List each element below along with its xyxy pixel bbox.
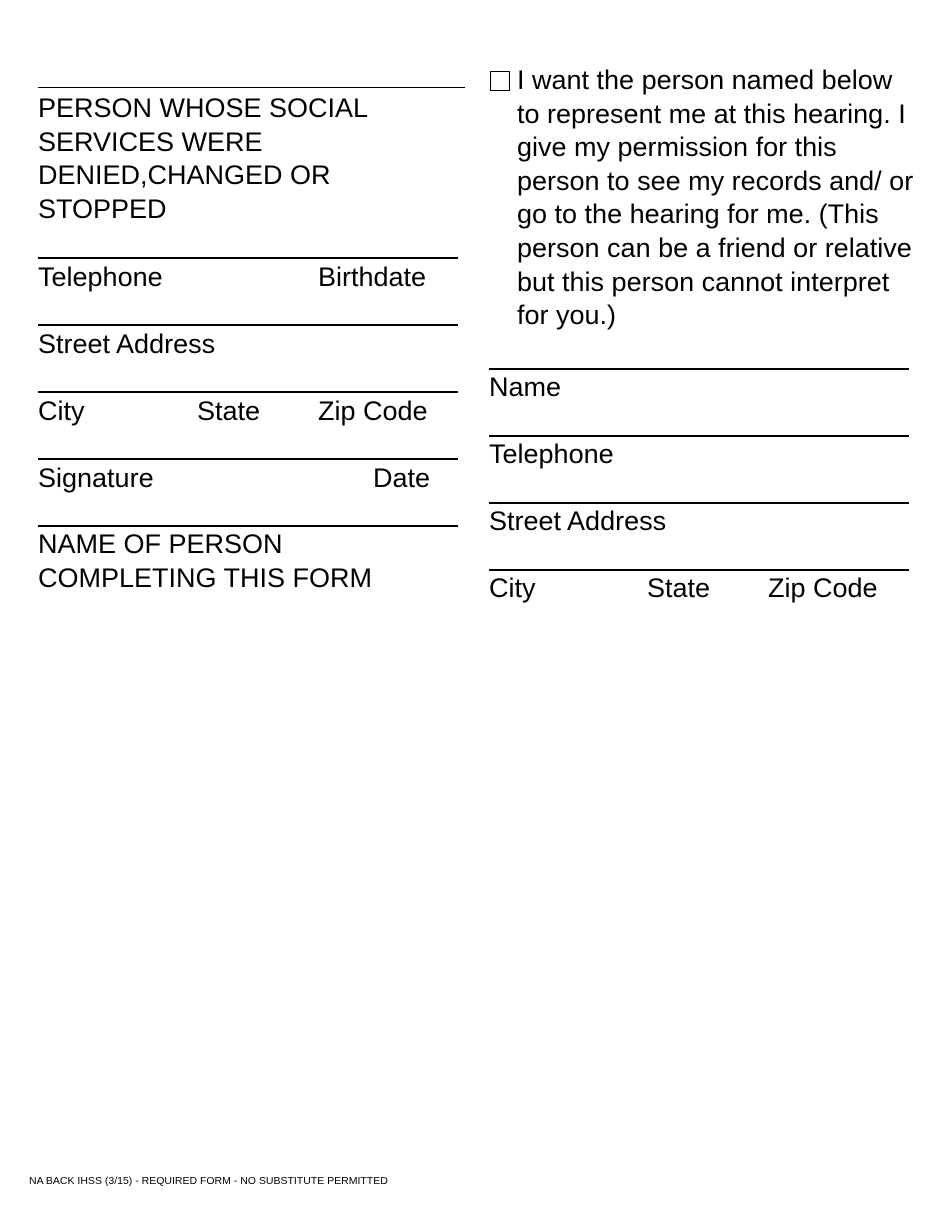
rep-state-label: State <box>647 573 711 603</box>
person-name-line[interactable] <box>38 87 465 88</box>
rep-name-label: Name <box>489 372 562 402</box>
city-label: City <box>38 396 85 426</box>
representative-checkbox[interactable] <box>490 71 510 91</box>
street-address-label: Street Address <box>38 329 216 359</box>
form-footer-id: NA BACK IHSS (3/15) - REQUIRED FORM - NO SUBSTITUTE PERMITTED <box>29 1175 388 1187</box>
rep-street-address-label: Street Address <box>489 506 667 536</box>
signature-label: Signature <box>38 463 154 493</box>
city-state-zip-line[interactable] <box>38 391 458 393</box>
completer-name-line[interactable] <box>38 525 458 527</box>
completer-heading: NAME OF PERSON COMPLETING THIS FORM <box>38 529 373 593</box>
rep-zip-code-label: Zip Code <box>768 573 878 603</box>
birthdate-label: Birthdate <box>318 262 427 292</box>
state-label: State <box>197 396 261 426</box>
telephone-label: Telephone <box>38 262 163 292</box>
person-heading: PERSON WHOSE SOCIAL SERVICES WERE DENIED,CHANGED OR STOPPED <box>38 93 368 224</box>
rep-city-label: City <box>489 573 536 603</box>
representative-consent-text: I want the person named below to represent me at this hearing. I give my permission for this person to see my records and/ or go to the hearing for me. (This person can be a friend or relative but this person cannot interpret for you.) <box>517 65 914 331</box>
rep-telephone-label: Telephone <box>489 439 614 469</box>
signature-date-line[interactable] <box>38 458 458 460</box>
street-address-line[interactable] <box>38 324 458 326</box>
telephone-birthdate-line[interactable] <box>38 257 458 259</box>
zip-code-label: Zip Code <box>318 396 428 426</box>
date-label: Date <box>373 463 431 493</box>
